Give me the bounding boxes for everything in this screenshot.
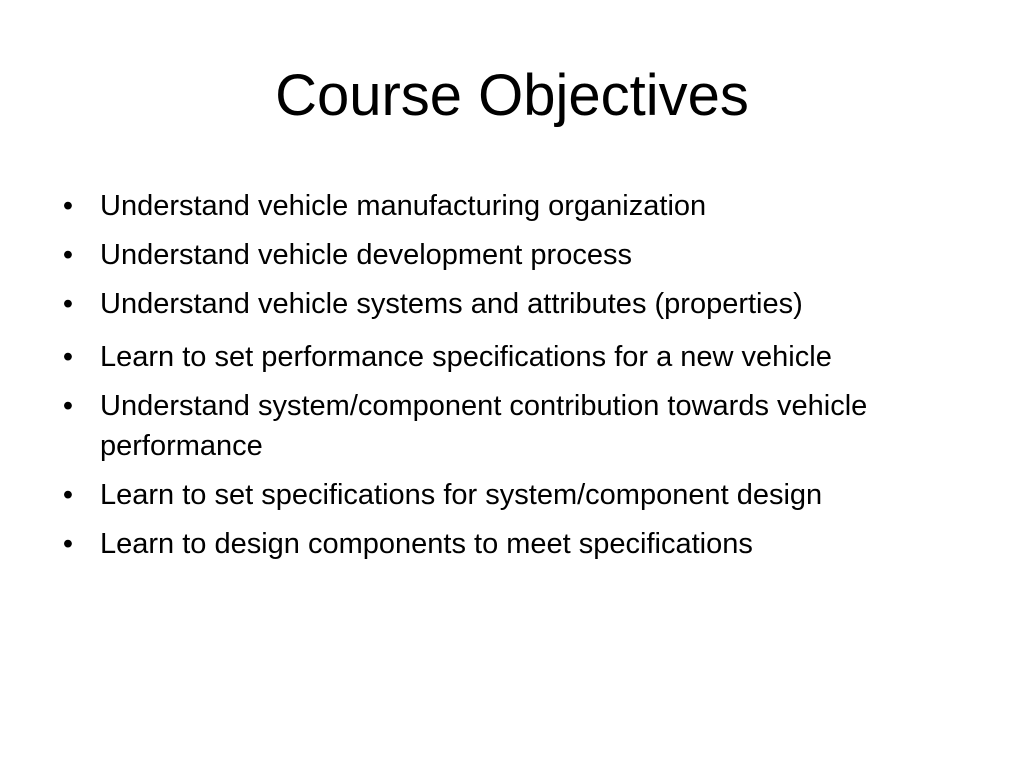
bullet-icon: • (62, 190, 74, 222)
list-item (58, 284, 978, 324)
list-item-text: Understand vehicle manufacturing organization (100, 190, 707, 222)
list-item-text: Learn to set specifications for system/component design (100, 479, 823, 511)
list-item (58, 386, 978, 466)
slide-title: Course Objectives (275, 63, 749, 128)
list-item-text: Learn to design components to meet specifications (100, 528, 753, 560)
list-item (58, 475, 978, 515)
list-item-text: Understand system/component contribution towards vehicle performance (100, 390, 868, 462)
list-item-text: Understand vehicle development process (100, 239, 632, 271)
list-item (58, 337, 978, 377)
bullet-icon: • (62, 390, 74, 422)
list-item (58, 235, 978, 275)
list-item-text: Learn to set performance specifications for a new vehicle (100, 341, 832, 373)
list-item (58, 186, 978, 226)
list-item-text: Understand vehicle systems and attributes (properties) (100, 288, 803, 320)
objectives-list (58, 186, 978, 573)
bullet-icon: • (62, 528, 74, 560)
bullet-icon: • (62, 239, 74, 271)
bullet-icon: • (62, 288, 74, 320)
bullet-icon: • (62, 479, 74, 511)
list-item (58, 524, 978, 564)
bullet-icon: • (62, 341, 74, 373)
